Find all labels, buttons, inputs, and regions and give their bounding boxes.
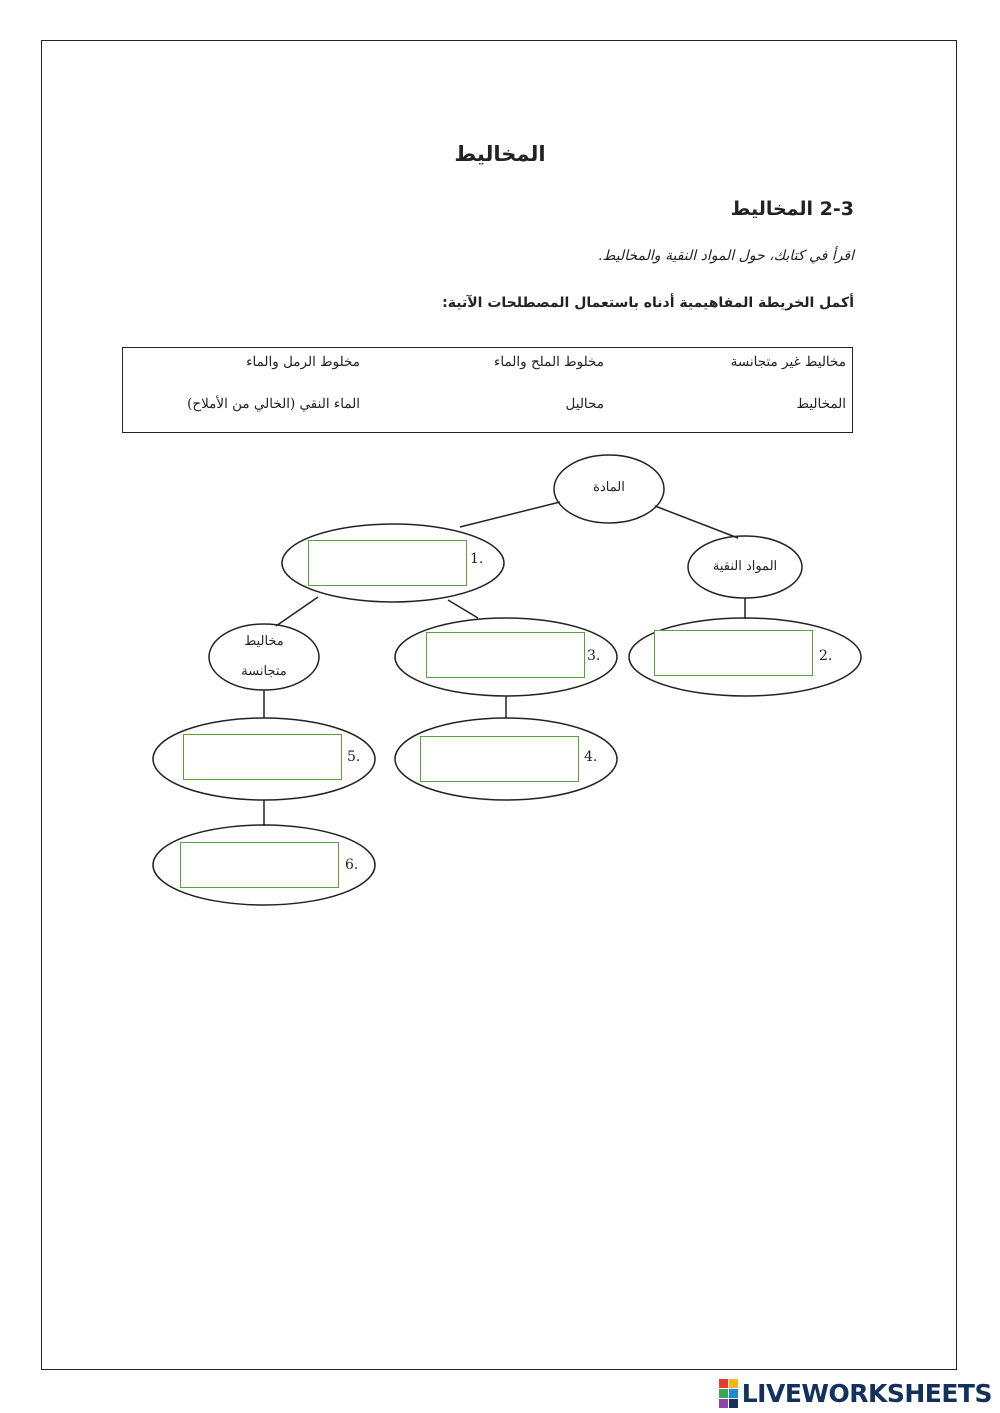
answer-box-2[interactable] [654, 630, 813, 676]
node-root-label: المادة [593, 480, 625, 495]
page-title: المخاليط [454, 142, 546, 166]
number-label-3: 3. [587, 648, 601, 664]
number-label-6: 6. [345, 857, 359, 873]
term-salt-water: مخلوط الملح والماء [494, 354, 604, 370]
instruction-read: اقرأ في كتابك، حول المواد النقية والمخاليط. [597, 248, 854, 264]
number-label-5: 5. [347, 749, 361, 765]
number-label-1: 1. [470, 551, 484, 567]
answer-box-3[interactable] [426, 632, 585, 678]
answer-box-4[interactable] [420, 736, 579, 782]
section-title: 2-3 المخاليط [730, 198, 854, 220]
connector-root-pure [655, 506, 738, 538]
logo-grid-icon [719, 1379, 738, 1408]
term-mixtures: المخاليط [796, 396, 846, 412]
term-solutions: محاليل [565, 396, 604, 412]
instruction-complete: أكمل الخريطة المفاهيمية أدناه باستعمال المصطلحات الآتية: [442, 295, 854, 311]
number-label-2: 2. [819, 648, 833, 664]
number-label-4: 4. [584, 749, 598, 765]
node-homogeneous-label-line1: مخاليط [244, 634, 284, 649]
liveworksheets-logo [719, 1378, 992, 1408]
term-heterogeneous-mixtures: مخاليط غير متجانسة [730, 354, 846, 370]
logo-text: LIVEWORKSHEETS [741, 1378, 992, 1408]
node-homogeneous-label-line2: متجانسة [241, 664, 287, 679]
answer-box-1[interactable] [308, 540, 467, 586]
node-pure-substances-label: المواد النقية [712, 559, 778, 574]
connector-root-mixtures [460, 502, 560, 527]
term-pure-water: الماء النقي (الخالي من الأملاح) [187, 396, 360, 412]
term-sand-water: مخلوط الرمل والماء [246, 354, 360, 370]
answer-box-6[interactable] [180, 842, 339, 888]
connector-mixtures-3 [448, 600, 478, 618]
answer-box-5[interactable] [183, 734, 342, 780]
connector-mixtures-homogeneous [276, 597, 318, 626]
